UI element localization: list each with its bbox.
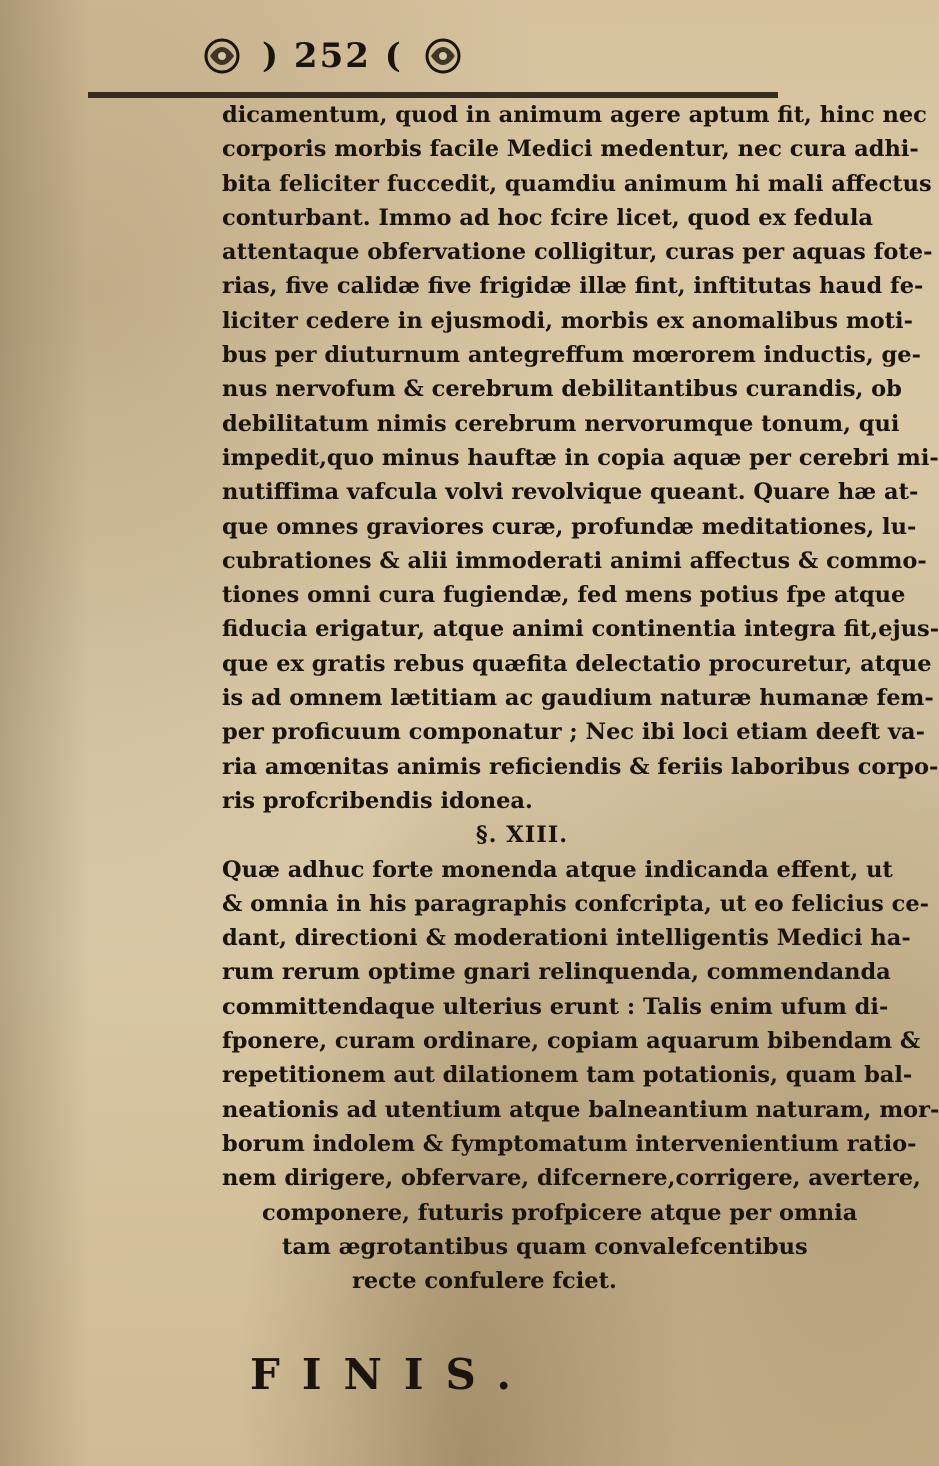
text-line: bita feliciter fuccedit, quamdiu animum hi mali affectus	[222, 170, 932, 197]
text-line: committendaque ulterius erunt : Talis enim ufum di-	[222, 993, 889, 1020]
text-line: attentaque obfervatione colligitur, curas per aquas fote-	[222, 239, 933, 266]
text-line: conturbant. Immo ad hoc fcire licet, quod ex fedula	[222, 204, 873, 231]
text-line: liciter cedere in ejusmodi, morbis ex anomalibus moti-	[222, 307, 913, 334]
ornament-icon	[421, 34, 465, 78]
text-line: nutiffima vafcula volvi revolvique queant. Quare hæ at-	[222, 479, 919, 506]
text-line: nus nervofum & cerebrum debilitantibus curandis, ob	[222, 376, 902, 403]
text-line: dicamentum, quod in animum agere aptum fit, hinc nec	[222, 102, 927, 128]
text-line: corporis morbis facile Medici medentur, nec cura adhi-	[222, 136, 919, 163]
text-line: ria amœnitas animis reficiendis & feriis laboribus corpo-	[222, 753, 939, 780]
text-line: is ad omnem lætitiam ac gaudium naturæ humanæ fem-	[222, 685, 934, 712]
page-number: ) 252 (	[262, 36, 403, 76]
text-line: tiones omni cura fugiendæ, fed mens potius fpe atque	[222, 582, 906, 609]
text-line: & omnia in his paragraphis confcripta, ut eo felicius ce-	[222, 890, 929, 917]
page-header	[200, 28, 600, 84]
finis-heading: FINIS.	[250, 1350, 533, 1399]
text-line: fponere, curam ordinare, copiam aquarum bibendam &	[222, 1028, 921, 1055]
text-line: bus per diuturnum antegreffum mœrorem inductis, ge-	[222, 342, 921, 369]
text-line: ris profcribendis idonea.	[222, 787, 533, 814]
text-line: recte confulere fciet.	[352, 1268, 617, 1295]
section-heading: §. XIII.	[475, 822, 569, 849]
text-line: impedit,quo minus hauftæ in copia aquæ per cerebri mi-	[222, 444, 939, 471]
text-line: rias, five calidæ five frigidæ illæ fint, inftitutas haud fe-	[222, 273, 924, 300]
text-line: Quæ adhuc forte monenda atque indicanda effent, ut	[222, 856, 893, 883]
text-line: tam ægrotantibus quam convalefcentibus	[282, 1233, 808, 1260]
text-line: que omnes graviores curæ, profundæ meditationes, lu-	[222, 513, 917, 540]
text-line: repetitionem aut dilationem tam potationis, quam bal-	[222, 1062, 913, 1089]
text-line: debilitatum nimis cerebrum nervorumque tonum, qui	[222, 410, 900, 437]
ornament-icon	[200, 34, 244, 78]
text-line: borum indolem & fymptomatum intervenientium ratio-	[222, 1130, 917, 1157]
text-line: neationis ad utentium atque balneantium naturam, mor-	[222, 1096, 939, 1123]
text-line: nem dirigere, obfervare, difcernere,corrigere, avertere,	[222, 1165, 921, 1192]
text-line: que ex gratis rebus quæfita delectatio procuretur, atque	[222, 650, 932, 677]
text-line: fiducia erigatur, atque animi continentia integra fit,ejus-	[222, 616, 939, 643]
text-line: componere, futuris profpicere atque per omnia	[262, 1199, 858, 1226]
body-text	[222, 98, 939, 1298]
page-gutter-shadow	[0, 0, 90, 1466]
text-line: rum rerum optime gnari relinquenda, commendanda	[222, 959, 891, 986]
text-line: cubrationes & alii immoderati animi affectus & commo-	[222, 547, 927, 574]
text-line: per proficuum componatur ; Nec ibi loci etiam deeft va-	[222, 719, 925, 746]
text-line: dant, directioni & moderationi intelligentis Medici ha-	[222, 925, 911, 952]
